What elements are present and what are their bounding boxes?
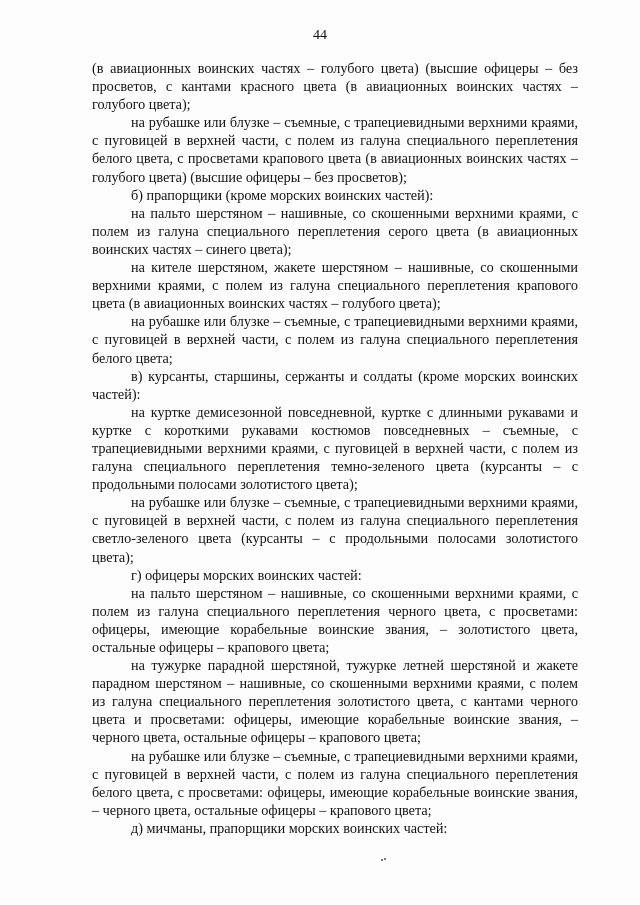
paragraph-4: на пальто шерстяном – нашивные, со скошенными верхними краями, с полем из галуна специального переплетения серого цвета (в авиационных воинских частях – синего цвета); <box>92 205 578 258</box>
paragraph-12: на тужурке парадной шерстяной, тужурке летней шерстяной и жакете парадном шерстяном – нашивные, со скошенными верхними краями, с полем из галуна специального переплетения золотистого цвета, с кантами черного цвета и просветами: офицеры, имеющие корабельные воинские звания, – черного цвета, остальные офицеры – крапового цвета; <box>92 658 578 747</box>
paragraph-9: на рубашке или блузке – съемные, с трапециевидными верхними краями, с пуговицей в верхней части, с полем из галуна специального переплетения светло-зеленого цвета (курсанты – с продольными полосами золотистого цвета); <box>92 495 578 566</box>
page-number: 44 <box>313 28 327 43</box>
paragraph-14: д) мичманы, прапорщики морских воинских частей: <box>131 820 448 837</box>
paragraph-13: на рубашке или блузке – съемные, с трапециевидными верхними краями, с пуговицей в верхней части, с полем из галуна специального переплетения белого цвета, с просветами: офицеры, имеющие корабельные воинские звания, – черного цвета, остальные офицеры – крапового цвета; <box>92 748 578 819</box>
paragraph-11: на пальто шерстяном – нашивные, со скошенными верхними краями, с полем из галуна специального переплетения черного цвета, с просветами: офицеры, имеющие корабельные воинские звания, – золотистого цвета, остальные офицеры – крапового цвета; <box>92 585 578 656</box>
paragraph-1: (в авиационных воинских частях – голубого цвета) (высшие офицеры – без просветов, с кантами красного цвета (в авиационных воинских частях – голубого цвета); <box>92 61 578 114</box>
paragraph-5: на кителе шерстяном, жакете шерстяном – нашивные, со скошенными верхними краями, с полем из галуна специального переплетения крапового цвета (в авиационных воинских частях – голубого цвета); <box>92 260 578 313</box>
paragraph-8: на куртке демисезонной повседневной, куртке с длинными рукавами и куртке с короткими рукавами костюмов повседневных – съемные, с трапециевидными верхними краями, с пуговицей в верхней части, с полем из галуна специального переплетения темно-зеленого цвета (курсанты – с продольными полосами золотистого цвета); <box>92 404 578 494</box>
scan-artifact <box>381 858 387 861</box>
paragraph-7: в) курсанты, старшины, сержанты и солдаты (кроме морских воинских частей): <box>92 368 578 403</box>
paragraph-10: г) офицеры морских воинских частей: <box>131 567 362 584</box>
paragraph-2: на рубашке или блузке – съемные, с трапециевидными верхними краями, с пуговицей в верхней части, с полем из галуна специального переплетения белого цвета, с просветами крапового цвета (в авиационных воинских частях – голубого цвета) (высшие офицеры – без просветов); <box>92 115 578 186</box>
body-text <box>92 60 578 838</box>
paragraph-3: б) прапорщики (кроме морских воинских частей): <box>131 187 434 204</box>
paragraph-6: на рубашке или блузке – съемные, с трапециевидными верхними краями, с пуговицей в верхней части, с полем из галуна специального переплетения белого цвета; <box>92 314 578 367</box>
